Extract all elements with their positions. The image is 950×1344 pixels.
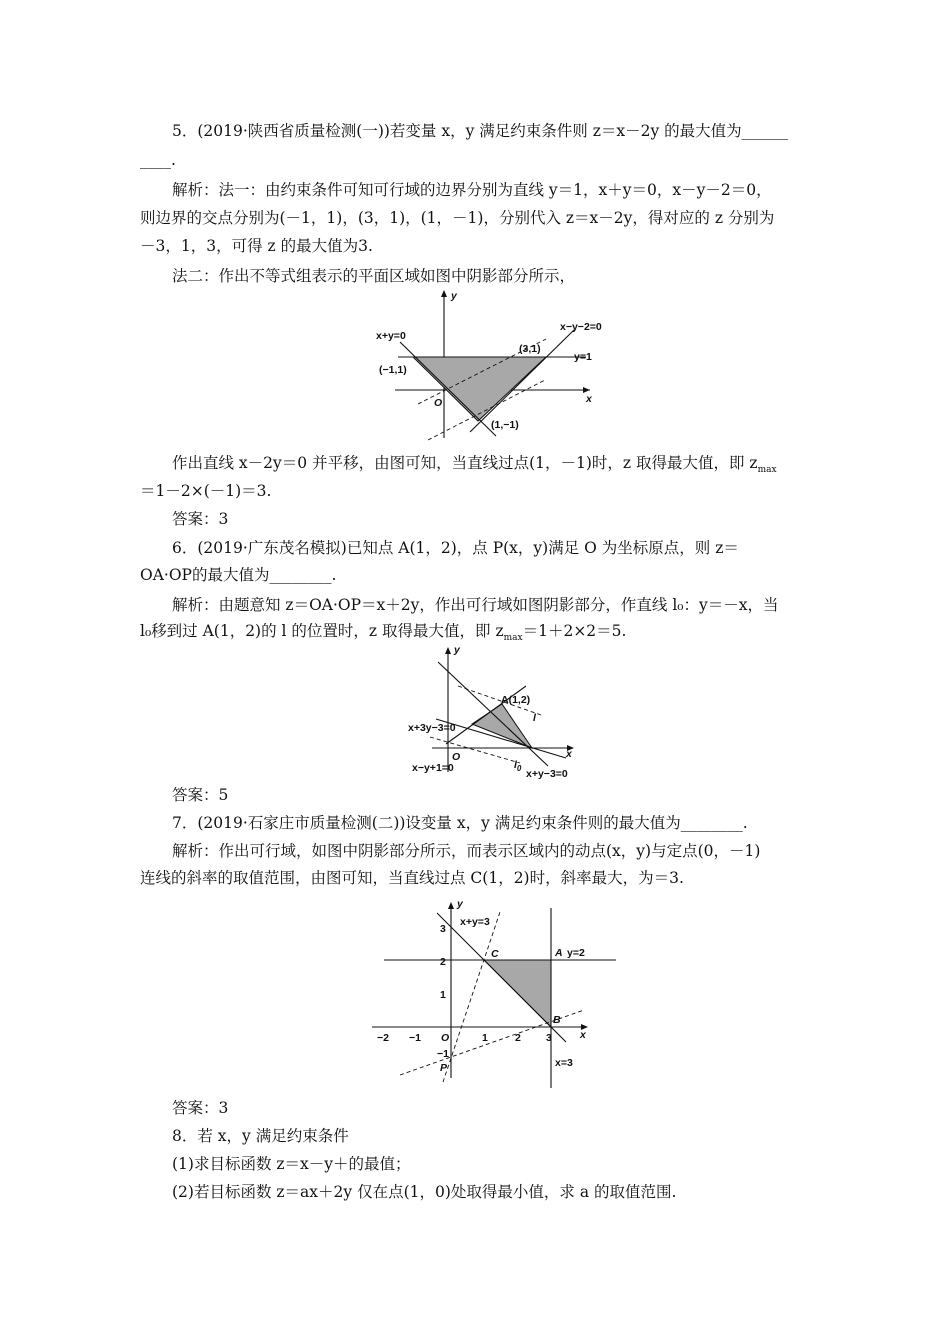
fig2-y-label: y [454,644,460,656]
fig1-x-label: x [586,393,592,405]
answer-7: 答案：3 [172,1099,229,1117]
fig3-y-label: y [457,898,463,910]
answer-5: 答案：3 [172,510,229,528]
solution-7-line-1: 解析：作出可行域，如图中阴影部分所示，而表示区域内的动点(x，y)与定点(0，－1) [172,842,761,860]
fig2-label-l0-main: l [514,759,517,771]
solution-5-line-2: 则边界的交点分别为(－1，1)，(3，1)，(1，－1)，分别代入 z＝x－2y，得对应的 z 分别为 [140,209,775,227]
fig2-x-label: x [566,748,572,760]
figure-3-feasible-region [370,896,620,1094]
fig3-tick-x2: 2 [515,1032,521,1044]
fig3-tick-xm2: −2 [377,1032,389,1044]
fig3-tick-y1: 1 [440,989,446,1001]
problem-6-line-1: 6．(2019·广东茂名模拟)已知点 A(1，2)，点 P(x，y)满足 O 为坐标原点，则 z＝ [172,539,739,557]
z-max-subscript: max [757,465,777,476]
fig3-label-x3: x=3 [555,1057,573,1069]
solution-6-line-2-tail: ＝1＋2×2＝5. [522,622,627,640]
fig1-shaded-region [413,357,546,421]
solution-5-line-3: －3，1，3，可得 z 的最大值为3. [140,237,373,255]
figure-1-feasible-region [370,284,610,442]
problem-8: 8．若 x，y 满足约束条件 [172,1127,349,1145]
fig1-point-1-neg1: (1,−1) [491,419,519,431]
fig2-label-x-plus-3y-3: x+3y−3=0 [408,722,456,734]
fig1-label-x-minus-y-minus-2: x−y−2=0 [560,321,602,333]
problem-8-part-1: (1)求目标函数 z＝x－y＋的最值； [172,1155,411,1173]
fig3-tick-x3: 3 [546,1032,552,1044]
fig2-point-A: A(1,2) [501,694,531,706]
fig3-label-y2: y=2 [567,947,585,959]
fig3-tick-xm1: −1 [409,1032,421,1044]
solution-6-line-2-text: l₀移到过 A(1，2)的 l 的位置时，z 取得最大值，即 z [140,622,504,640]
fig2-label-l0-sub: 0 [516,764,522,773]
fig3-point-C: C [491,948,499,960]
fig3-tick-y3: 3 [440,923,446,935]
fig3-tick-y2: 2 [440,956,446,968]
fig2-y-arrow-icon [445,647,451,654]
fig1-point-neg1-1: (−1,1) [379,364,407,376]
solution-5-line-4 [172,453,777,480]
figure-2-feasible-region [405,640,585,780]
fig2-shaded-region [472,704,532,748]
fig1-label-y1: y=1 [574,351,592,363]
solution-5-line-5: ＝1－2×(－1)＝3. [140,482,272,500]
fig3-point-P: P [440,1062,448,1074]
fig2-origin-label: O [452,751,461,763]
fig3-point-A: A [555,947,563,959]
fig3-tick-x1: 1 [482,1032,488,1044]
answer-6: 答案：5 [172,786,229,804]
fig1-label-x-plus-y: x+y=0 [376,330,406,342]
fig3-tick-ym1: −1 [437,1048,449,1060]
problem-5-line-1: 5．(2019·陕西省质量检测(一))若变量 x，y 满足约束条件则 z＝x－2y 的最大值为______ [172,122,789,140]
fig3-y-arrow-icon [448,902,454,909]
fig1-y-label: y [451,290,457,302]
problem-8-part-2: (2)若目标函数 z＝ax＋2y 仅在点(1，0)处取得最小值，求 a 的取值范围. [172,1183,677,1201]
fig3-label-x-plus-y-3: x+y=3 [460,916,490,928]
fig1-origin-label: O [434,397,443,409]
fig3-origin-label: O [441,1032,450,1044]
fig2-label-l: l [533,712,536,724]
problem-5-line-2: ____. [140,151,176,169]
solution-5-line-4-text: 作出直线 x－2y＝0 并平移，由图可知，当直线过点(1，－1)时，z 取得最大值，即 z [172,454,758,472]
fig1-point-3-1: (3,1) [519,343,541,355]
fig1-y-arrow-icon [441,290,447,297]
problem-7: 7．(2019·石家庄市质量检测(二))设变量 x，y 满足约束条件则的最大值为________. [172,814,748,832]
solution-5-line-1: 解析：法一：由约束条件可知可行域的边界分别为直线 y＝1，x＋y＝0，x－y－2＝0， [172,181,772,199]
fig3-x-label: x [580,1029,586,1041]
fig2-dashed-line-l0 [430,737,520,763]
solution-6-line-1: 解析：由题意知 z＝OA·OP＝x＋2y，作出可行域如图阴影部分，作直线 l₀：y＝－x，当 [172,596,779,614]
fig2-label-x-minus-y-plus-1: x−y+1=0 [412,762,454,774]
fig2-label-l0 [514,759,522,773]
fig3-point-B: B [553,1014,561,1026]
solution-5-method-2: 法二：作出不等式组表示的平面区域如图中阴影部分所示， [172,267,576,285]
problem-6-line-2: OA·OP的最大值为________. [140,566,337,584]
fig2-label-x-plus-y-3: x+y−3=0 [526,768,568,780]
solution-7-line-2: 连线的斜率的取值范围，由图可知，当直线过点 C(1，2)时，斜率最大，为＝3. [140,869,684,887]
z-max-subscript-2: max [503,633,523,644]
